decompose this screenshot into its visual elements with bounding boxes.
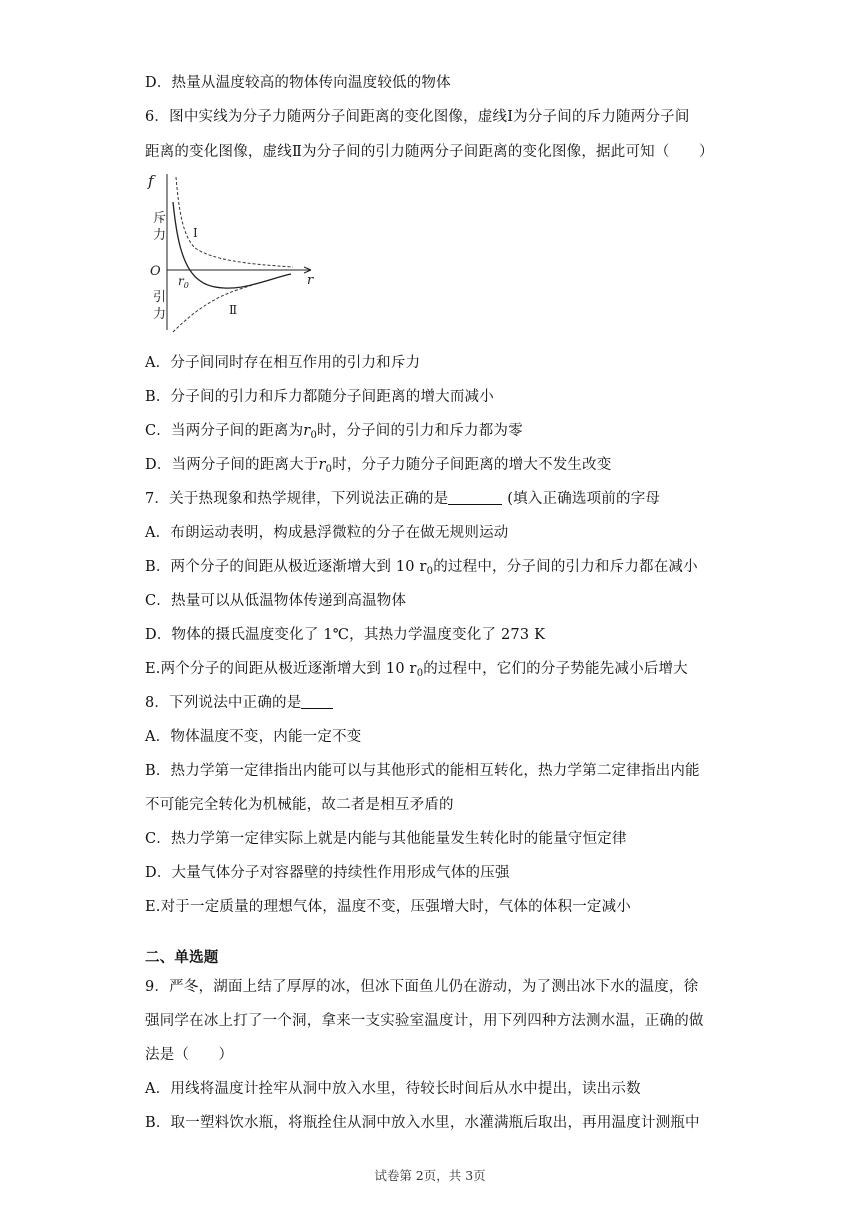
q9-option-a: A．用线将温度计拴牢从洞中放入水里，待较长时间后从水中提出，读出示数 xyxy=(145,1081,641,1097)
q7-option-a: A．布朗运动表明，构成悬浮微粒的分子在做无规则运动 xyxy=(145,525,509,541)
graph-net-force-curve xyxy=(173,202,291,288)
q6-option-a: A．分子间同时存在相互作用的引力和斥力 xyxy=(145,355,421,371)
graph-r0-label: $r_0$ xyxy=(178,274,189,290)
q8-option-a: A．物体温度不变，内能一定不变 xyxy=(145,729,362,745)
q8-stem: 8．下列说法中正确的是 xyxy=(145,693,333,713)
q6-option-b: B．分子间的引力和斥力都随分子间距离的增大而减小 xyxy=(145,389,494,405)
q9-option-b: B．取一塑料饮水瓶，将瓶拴住从洞中放入水里，水灌满瓶后取出，再用温度计测瓶中 xyxy=(145,1115,700,1131)
q7-stem: 7．关于热现象和热学规律，下列说法正确的是 (填入正确选项前的字母 xyxy=(145,491,661,507)
q7-option-c: C．热量可以从低温物体传递到高温物体 xyxy=(145,593,407,609)
graph-curve-1-label: Ⅰ xyxy=(193,226,198,240)
section-heading: 二、单选题 xyxy=(145,950,219,966)
q9-stem-line1: 9．严冬，湖面上结了厚厚的冰，但冰下面鱼儿仍在游动，为了测出冰下水的温度，徐 xyxy=(145,979,699,995)
graph-origin-label: O xyxy=(150,264,161,279)
q7-answer-blank[interactable] xyxy=(448,490,502,505)
q6-stem-line1: 6．图中实线为分子力随两分子间距离的变化图像，虚线Ⅰ为分子间的斥力随两分子间 xyxy=(145,109,690,125)
q6-option-c: C．当两分子间的距离为$r_0$时，分子间的引力和斥力都为零 xyxy=(145,423,523,441)
q9-stem-line2: 强同学在冰上打了一个洞，拿来一支实验室温度计，用下列四种方法测水温，正确的做 xyxy=(145,1013,704,1029)
graph-f-label: f xyxy=(148,172,154,190)
q7-option-b: B．两个分子的间距从极近逐渐增大到 10 $r_0$的过程中，分子间的引力和斥力都在减小 xyxy=(145,559,698,577)
q8-option-c: C．热力学第一定律实际上就是内能与其他能量发生转化时的能量守恒定律 xyxy=(145,831,627,847)
q6-stem-line2: 距离的变化图像，虚线Ⅱ为分子间的引力随两分子间距离的变化图像，据此可知（ ） xyxy=(145,144,714,160)
q9-stem-line3: 法是（ ） xyxy=(145,1047,234,1063)
graph-repulsion-label-1: 斥 xyxy=(153,211,167,226)
graph-attraction-label-1: 引 xyxy=(153,290,167,305)
q7-option-e: E.两个分子的间距从极近逐渐增大到 10 $r_0$的过程中，它们的分子势能先减小后增大 xyxy=(145,661,688,679)
q7-option-d: D．物体的摄氏温度变化了 1℃，其热力学温度变化了 273 K xyxy=(145,627,546,643)
graph-attraction-label-2: 力 xyxy=(153,307,167,322)
q8-option-b-line1: B．热力学第一定律指出内能可以与其他形式的能相互转化，热力学第二定律指出内能 xyxy=(145,763,700,779)
molecular-force-graph xyxy=(145,172,325,342)
q8-option-e: E.对于一定质量的理想气体，温度不变，压强增大时，气体的体积一定减小 xyxy=(145,899,631,915)
q8-option-b-line2: 不可能完全转化为机械能，故二者是相互矛盾的 xyxy=(145,797,454,813)
graph-curve-2-label: Ⅱ xyxy=(229,303,238,317)
graph-r-axis-label: r xyxy=(307,273,314,288)
q5-option-d: D．热量从温度较高的物体传向温度较低的物体 xyxy=(145,75,451,91)
q8-answer-blank[interactable] xyxy=(301,694,333,709)
page-footer: 试卷第 2页，共 3页 xyxy=(374,1168,486,1183)
graph-repulsion-dashed-curve xyxy=(176,177,293,267)
q8-option-d: D．大量气体分子对容器壁的持续性作用形成气体的压强 xyxy=(145,865,510,881)
graph-repulsion-label-2: 力 xyxy=(153,228,167,243)
q6-option-d: D．当两分子间的距离大于$r_0$时，分子力随分子间距离的增大不发生改变 xyxy=(145,457,612,475)
